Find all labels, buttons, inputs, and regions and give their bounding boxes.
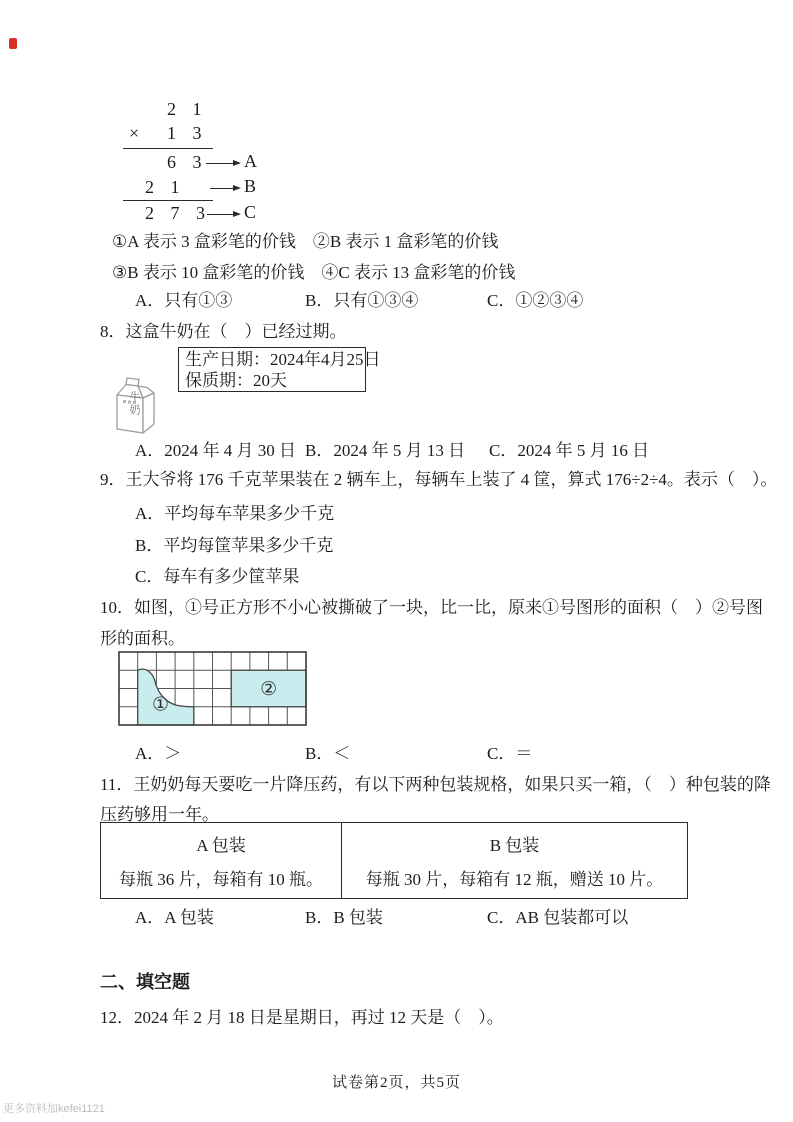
red-annotation-mark [9, 38, 17, 49]
q7-option-c: C．①②③④ [487, 291, 584, 310]
rule-line [123, 148, 213, 149]
q9-option-a: A．平均每车苹果多少千克 [135, 504, 335, 523]
q11-option-b: B．B 包装 [305, 908, 383, 927]
label-a: A [244, 151, 257, 171]
q9-option-b: B．平均每筐苹果多少千克 [135, 536, 334, 555]
packaging-table [100, 822, 688, 899]
q10-stem-line2: 形的面积。 [100, 629, 185, 648]
q11-stem-line1: 11．王奶奶每天要吃一片降压药，有以下两种包装规格，如果只买一箱，（ ）种包装的降 [100, 775, 771, 794]
torn-square-grid-figure [118, 651, 307, 726]
label-c: C [244, 202, 257, 222]
multiplier: 1 3 [167, 123, 208, 143]
region-2-label: ② [260, 679, 278, 700]
arrow-right-icon [210, 188, 239, 189]
section-2-title: 二、填空题 [100, 972, 190, 992]
shelf-life: 保质期：20天 [185, 371, 287, 390]
rule-line [123, 200, 213, 201]
q10-option-a: A．＞ [135, 744, 182, 763]
q8-option-b: B．2024 年 5 月 13 日 [305, 441, 466, 460]
label-b: B [244, 176, 257, 196]
q11-option-a: A．A 包装 [135, 908, 214, 927]
q7-option-a: A．只有①③ [135, 291, 233, 310]
q9-stem: 9．王大爷将 176 千克苹果装在 2 辆车上，每辆车上装了 4 筐，算式 176÷2÷4。表示（ ）。 [100, 470, 778, 489]
q12-stem: 12．2024 年 2 月 18 日是星期日，再过 12 天是（ ）。 [100, 1008, 504, 1027]
multiply-sign: × [129, 123, 140, 143]
partial-product-1: 6 3 [167, 152, 208, 172]
watermark-text: 更多资料加kefei1121 [3, 1103, 105, 1115]
milk-info-box [178, 347, 381, 392]
q10-stem-line1: 10．如图，①号正方形不小心被撕破了一块，比一比，原来①号图形的面积（ ）②号图 [100, 598, 763, 617]
q8-option-a: A．2024 年 4 月 30 日 [135, 441, 297, 460]
q10-option-b: B．＜ [305, 744, 351, 763]
q7-statements-line2: ③B 表示 10 盒彩笔的价钱 ④C 表示 13 盒彩笔的价钱 [112, 263, 516, 282]
production-date: 生产日期：2024年4月25日 [185, 350, 381, 369]
q7-statements-line1: ①A 表示 3 盒彩笔的价钱 ②B 表示 1 盒彩笔的价钱 [112, 232, 499, 251]
q11-stem-line2: 压药够用一年。 [100, 805, 219, 824]
q10-option-c: C．＝ [487, 744, 533, 763]
q8-stem: 8．这盒牛奶在（ ）已经过期。 [100, 322, 347, 341]
table-column-b [342, 823, 687, 898]
arrow-right-icon [207, 214, 239, 215]
arrow-right-icon [206, 163, 239, 164]
multiplicand: 2 1 [167, 99, 208, 119]
q8-option-c: C．2024 年 5 月 16 日 [489, 441, 650, 460]
partial-product-2: 2 1 [145, 177, 186, 197]
column-a-header: A 包装 [196, 836, 246, 856]
milk-carton-text: 牛奶 [128, 391, 140, 417]
region-1-label: ① [151, 694, 170, 716]
q9-option-c: C．每车有多少筐苹果 [135, 567, 300, 586]
final-product: 2 7 3 [145, 203, 211, 223]
column-b-detail: 每瓶 30 片，每箱有 12 瓶，赠送 10 片。 [365, 869, 664, 889]
table-column-a [101, 823, 342, 898]
column-a-detail: 每瓶 36 片，每箱有 10 瓶。 [119, 869, 323, 889]
q7-option-b: B．只有①③④ [305, 291, 419, 310]
q11-option-c: C．AB 包装都可以 [487, 908, 629, 927]
column-b-header: B 包装 [489, 836, 540, 856]
page-footer: 试卷第2页，共5页 [331, 1075, 461, 1091]
